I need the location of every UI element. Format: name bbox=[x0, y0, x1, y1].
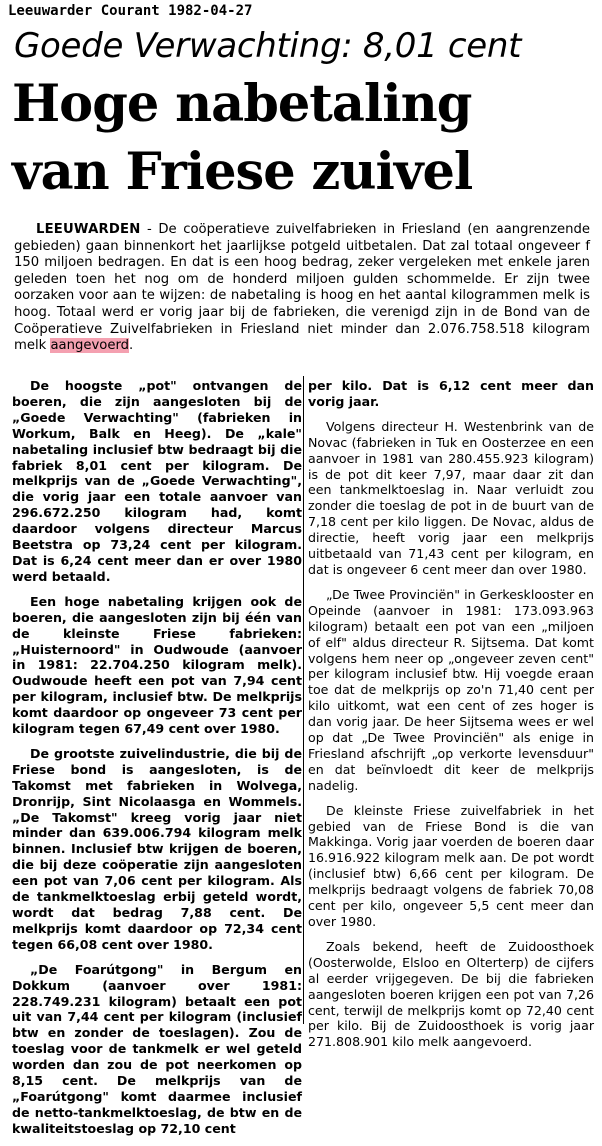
paragraph: „De Foarútgong" in Bergum en Dokkum (aanvoer over 1981: 228.749.231 kilogram) betaalt een pot uit van 7,44 cent per kilogram (inclusief btw en zonder de toeslagen). Zou de toeslag voor de tankmelk er wel geteld worden dan zou de pot neerkomen op 8,15 cent. De melkprijs van de „Foarútgong" komt daarmee inclusief de netto-tankmelktoeslag, de btw en de kwaliteitstoeslag op 72,10 cent bbox=[12, 961, 302, 1136]
headline-line-2: van Friese zuivel bbox=[12, 142, 473, 202]
paragraph: De kleinste Friese zuivelfabriek in het gebied van de Friese Bond is die van Makkinga. Vorig jaar voerden de boeren daar 16.916.922 kilogram melk aan. De pot wordt (inclusief btw) 6,66 cent per kilogram. De melkprijs bedraagt volgens de fabriek 70,08 cent per kilo, ongeveer 5,5 cent meer dan over 1980. bbox=[308, 802, 594, 929]
paragraph: De hoogste „pot" ontvangen de boeren, die zijn aangesloten bij de „Goede Verwachting" (fabrieken in Workum, Balk en Heeg). De „kale" nabetaling inclusief btw bedraagt bij die fabriek 8,01 cent per kilogram. De melkprijs van de „Goede Verwachting", die vorig jaar een totale aanvoer van 296.672.250 kilogram had, komt daardoor volgens directeur Marcus Beetstra op 73,24 cent per kilogram. Dat is 6,24 cent meer dan er over 1980 werd betaald. bbox=[12, 378, 302, 584]
paragraph-continuation: per kilo. Dat is 6,12 cent meer dan vorig jaar. bbox=[308, 378, 594, 409]
paragraph: Volgens directeur H. Westenbrink van de Novac (fabrieken in Tuk en Oosterzee en een aanvoer in 1981 van 280.455.923 kilogram) is de pot dit keer 7,97, maar daar zit dan een tankmelktoeslag in. Naar verluidt zou zonder die toeslag de pot in de buurt van de 7,18 cent per kilo liggen. De Novac, aldus de directie, heeft vorig jaar een melkprijs uitbetaald van 71,43 cent per kilogram, en dat is ongeveer 6 cent meer dan over 1980. bbox=[308, 418, 594, 577]
highlighted-word: aangevoerd bbox=[50, 338, 130, 354]
paragraph: Een hoge nabetaling krijgen ook de boeren, die aangesloten zijn bij één van de kleinste Friese fabrieken: „Huisternoord" in Oudwoude (aanvoer in 1981: 22.704.250 kilogram melk). Oudwoude heeft een pot van 7,94 cent per kilogram, inclusief btw. De melkprijs komt daardoor op ongeveer 73 cent per kilogram tegen 67,49 cent over 1980. bbox=[12, 593, 302, 737]
article-column-left bbox=[12, 378, 302, 1146]
article-headline bbox=[12, 70, 598, 206]
lead-text: - De coöperatieve zuivelfabrieken in Friesland (en aangrenzende gebieden) gaan binnenkort het jaarlijkse potgeld uitbetalen. Dat zal totaal ongeveer f 150 miljoen bedragen. En dat is een hoog bedrag, zeker vergeleken met enkele jaren geleden toen het nog om de honderd miljoen gulden schommelde. Er zijn twee oorzaken voor aan te wijzen: de nabetaling is hoog en het aantal kilogrammen melk is hoog. Totaal werd er vorig jaar bij de fabrieken, die verenigd zijn in de Bond van de Coöperatieve Zuivelfabrieken in Friesland niet minder dan 2.076.758.518 kilogram melk bbox=[14, 222, 590, 354]
newspaper-source-label: Leeuwarder Courant 1982-04-27 bbox=[8, 3, 253, 19]
article-column-right bbox=[308, 378, 594, 1059]
headline-line-1: Hoge nabetaling bbox=[12, 74, 472, 134]
lead-end: . bbox=[129, 338, 134, 354]
article-lead-paragraph bbox=[14, 222, 590, 355]
article-kicker: Goede Verwachting: 8,01 cent bbox=[14, 26, 522, 66]
paragraph: „De Twee Provinciën" in Gerkesklooster en Opeinde (aanvoer in 1981: 173.093.963 kilogram) betaalt een pot van een „miljoen of elf" aldus directeur R. Sijtsema. Dat komt volgens hem neer op „ongeveer zeven cent" per kilogram inclusief btw. Hij voegde eraan toe dat de melkprijs op zo'n 71,40 cent per kilo uitkomt, wat een cent of zes hoger is dan vorig jaar. De heer Sijtsema wees er wel op dat „De Twee Provinciën" als enige in Friesland afschrijft „op verkorte levensduur" en dat beïnvloedt dit keer de melkprijs nadelig. bbox=[308, 586, 594, 793]
dateline: LEEUWARDEN bbox=[36, 222, 141, 237]
paragraph: De grootste zuivelindustrie, die bij de Friese bond is aangesloten, is de Takomst met fabrieken in Wolvega, Dronrijp, Sint Nicolaasga en Wommels. „De Takomst" kreeg vorig jaar niet minder dan 639.006.794 kilogram melk binnen. Inclusief btw krijgen de boeren, die bij deze coöperatie zijn aangesloten een pot van 7,06 cent per kilogram. Als de tankmelktoeslag erbij geteld wordt, wordt dat bedrag 7,88 cent. De melkprijs komt daardoor op 72,34 cent tegen 66,08 cent over 1980. bbox=[12, 745, 302, 952]
paragraph: Zoals bekend, heeft de Zuidoosthoek (Oosterwolde, Elsloo en Olterterp) de cijfers al eerder vrijgegeven. De bij die fabrieken aangesloten boeren krijgen een pot van 7,26 cent, terwijl de melkprijs komt op 72,40 cent per kilo. Bij de Zuidoosthoek is vorig jaar 271.808.901 kilo melk aangevoerd. bbox=[308, 938, 594, 1050]
column-divider bbox=[303, 376, 304, 1024]
